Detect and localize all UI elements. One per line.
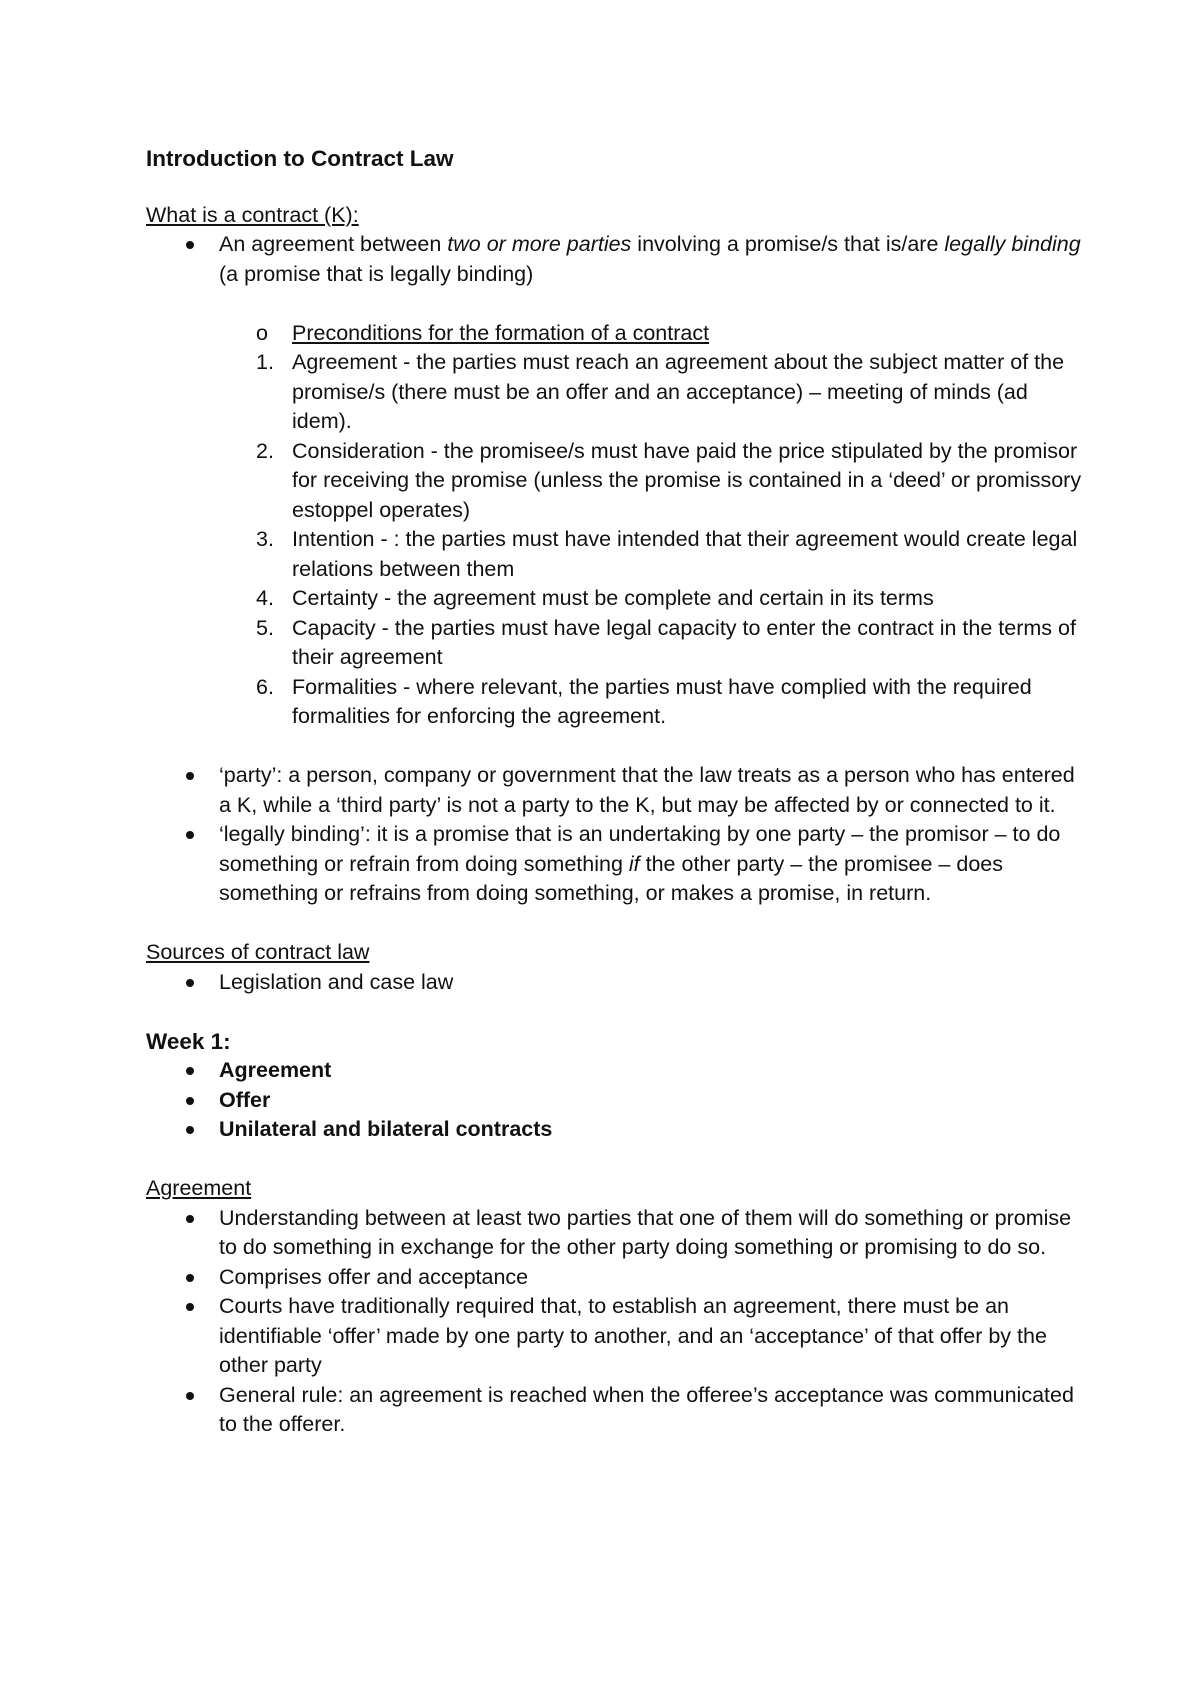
bullet-icon [186, 1215, 194, 1223]
bullet-icon [186, 1392, 194, 1400]
list-item: Offer [146, 1086, 1086, 1116]
week-1-heading: Week 1: [146, 1028, 231, 1054]
bullet-icon [186, 1126, 194, 1134]
list-item: Agreement [146, 1056, 1086, 1086]
bullet-icon [186, 772, 194, 780]
preconditions-block [146, 319, 1086, 732]
circle-bullet-icon: o [256, 320, 268, 345]
spacer [146, 909, 1086, 939]
spacer [146, 732, 1086, 762]
bullet-icon [186, 1067, 194, 1075]
list-item: 1. Agreement - the parties must reach an agreement about the subject matter of the promise/s (there must be an offer and an acceptance) – meeting of minds (ad idem). [256, 350, 1065, 433]
bullet-icon [186, 1097, 194, 1105]
sources-heading: Sources of contract law [146, 940, 370, 964]
bullet-icon [186, 979, 194, 987]
list-item: 3. Intention - : the parties must have intended that their agreement would create legal relations between them [256, 527, 1078, 581]
sources-list [146, 968, 1086, 998]
bullet-icon [186, 831, 194, 839]
agreement-heading: Agreement [146, 1176, 252, 1200]
spacer [146, 1145, 1086, 1175]
list-item: Understanding between at least two parties that one of them will do something or promise to do something in exchange for the other party doing something or promising to do so. [146, 1204, 1086, 1263]
preconditions-list [256, 348, 1086, 732]
document-content [146, 144, 1086, 1440]
list-item: 5. Capacity - the parties must have legal capacity to enter the contract in the terms of their agreement [256, 615, 1076, 669]
list-item: Unilateral and bilateral contracts [146, 1115, 1086, 1145]
bullet-icon [186, 1274, 194, 1282]
bullet-icon [186, 241, 194, 249]
week-1-list [146, 1056, 1086, 1145]
list-item: An agreement between two or more parties involving a promise/s that is/are legally binding (a promise that is legally binding) [146, 230, 1086, 289]
list-item: Comprises offer and acceptance [146, 1263, 1086, 1293]
what-is-contract-heading: What is a contract (K): [146, 202, 359, 227]
bullet-icon [186, 1303, 194, 1311]
list-item: 4. Certainty - the agreement must be complete and certain in its terms [256, 586, 934, 610]
what-is-contract-list [146, 230, 1086, 289]
list-item: 2. Consideration - the promisee/s must have paid the price stipulated by the promisor for receiving the promise (unless the promise is contained in a ‘deed’ or promissory estoppel operates) [256, 438, 1082, 522]
list-item: ‘legally binding’: it is a promise that is an undertaking by one party – the promisor – to do something or refrain from doing something if the other party – the promisee – does something or refrains from doing something, or makes a promise, in return. [146, 820, 1086, 909]
spacer [146, 289, 1086, 319]
list-item: General rule: an agreement is reached when the offeree’s acceptance was communicated to the offerer. [146, 1381, 1086, 1440]
preconditions-heading: Preconditions for the formation of a contract [292, 320, 710, 345]
agreement-list [146, 1204, 1086, 1440]
preconditions-heading-row [256, 319, 1086, 349]
list-item: Legislation and case law [146, 968, 1086, 998]
spacer [146, 997, 1086, 1027]
document-title: Introduction to Contract Law [146, 146, 454, 171]
list-item: 6. Formalities - where relevant, the parties must have complied with the required formalities for enforcing the agreement. [256, 674, 1032, 728]
definitions-list [146, 761, 1086, 909]
list-item: ‘party’: a person, company or government that the law treats as a person who has entered a K, while a ‘third party’ is not a party to the K, but may be affected by or connected to it. [146, 761, 1086, 820]
list-item: Courts have traditionally required that, to establish an agreement, there must be an identifiable ‘offer’ made by one party to another, and an ‘acceptance’ of that offer by the other party [146, 1292, 1086, 1381]
